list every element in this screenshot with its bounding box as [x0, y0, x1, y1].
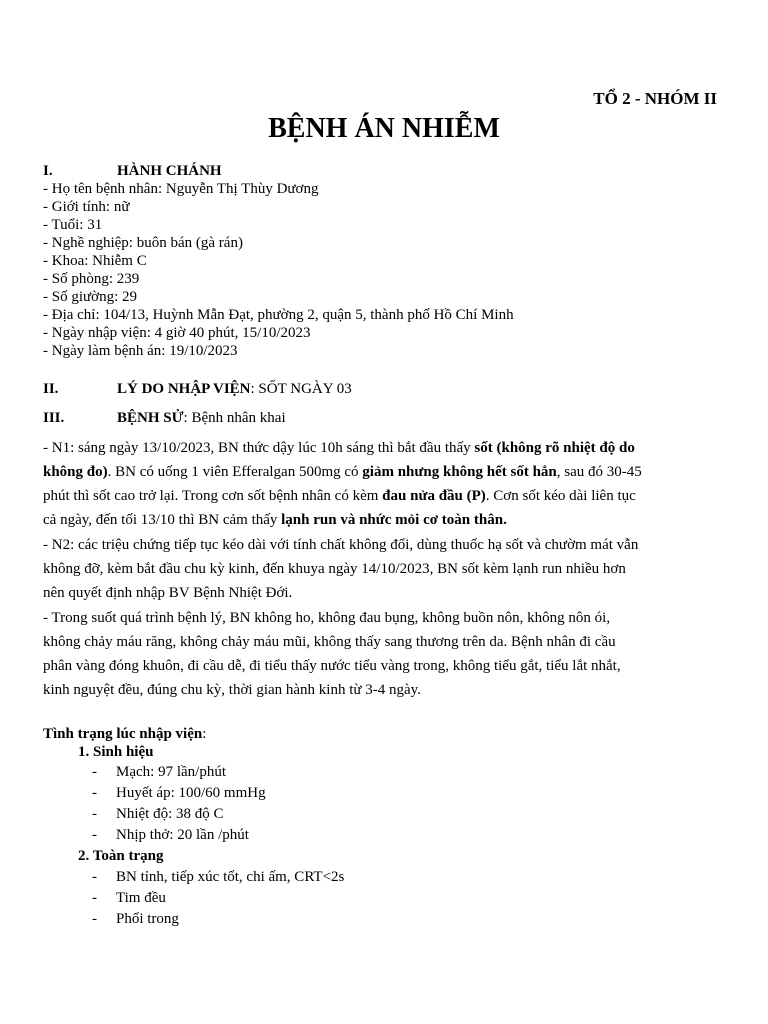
list-item [92, 909, 344, 930]
section-text: : SỐT NGÀY 03 [250, 381, 352, 397]
admin-line: - Số giường: 29 [43, 289, 137, 305]
vital-temperature: Nhiệt độ: 38 độ C [116, 806, 224, 822]
history-negatives-paragraph [43, 606, 723, 702]
vitals-list [92, 762, 266, 846]
admin-line: - Nghề nghiệp: buôn bán (gà rán) [43, 235, 243, 251]
bullet-dash: - [92, 806, 97, 822]
list-item [92, 867, 344, 888]
text-run: cả ngày, đến tối 13/10 thì BN cảm thấy [43, 512, 282, 528]
admin-line: - Địa chỉ: 104/13, Huỳnh Mẫn Đạt, phường 2, quận 5, thành phố Hồ Chí Minh [43, 307, 514, 323]
paragraph-line: phân vàng đóng khuôn, đi cầu dễ, đi tiểu thấy nước tiểu vàng trong, không tiểu gắt, tiểu lắt nhắt, [43, 658, 621, 674]
paragraph-line [43, 436, 723, 460]
paragraph-line [43, 484, 723, 508]
admission-colon: : [202, 726, 207, 742]
paragraph-line: - Trong suốt quá trình bệnh lý, BN không ho, không đau bụng, không buồn nôn, không nôn ói, [43, 610, 611, 626]
history-n1-paragraph [43, 436, 723, 532]
general-status-item: Phổi trong [116, 911, 179, 927]
section-3-heading [43, 409, 286, 427]
general-status-list [92, 867, 344, 930]
list-item [92, 783, 266, 804]
bold-text-run: giảm nhưng không hết sốt hẳn [362, 464, 557, 480]
history-n2-paragraph [43, 533, 723, 605]
list-item [92, 762, 266, 783]
paragraph-line [43, 508, 723, 532]
vital-respiratory-rate: Nhịp thở: 20 lần /phút [116, 827, 249, 843]
section-1-heading [43, 162, 222, 180]
list-item [92, 804, 266, 825]
bullet-dash: - [92, 869, 97, 885]
admin-line: - Số phòng: 239 [43, 271, 140, 287]
bullet-dash: - [92, 890, 97, 906]
section-number: I. [43, 163, 53, 179]
admin-line: - Ngày nhập viện: 4 giờ 40 phút, 15/10/2023 [43, 325, 311, 341]
admin-line: - Họ tên bệnh nhân: Nguyễn Thị Thùy Dương [43, 181, 319, 197]
paragraph-line: kinh nguyệt đều, đúng chu kỳ, thời gian hành kinh từ 3-4 ngày. [43, 682, 421, 698]
section-title: HÀNH CHÁNH [117, 163, 222, 179]
vital-pulse: Mạch: 97 lần/phút [116, 764, 226, 780]
admission-title: Tình trạng lúc nhập viện [43, 726, 203, 742]
paragraph-line: nên quyết định nhập BV Bệnh Nhiệt Đới. [43, 585, 293, 601]
general-status-item: Tim đều [116, 890, 166, 906]
general-status-heading: 2. Toàn trạng [78, 848, 164, 864]
bold-text-run: lạnh run và nhức mỏi cơ toàn thân. [281, 512, 507, 528]
general-status-item: BN tỉnh, tiếp xúc tốt, chi ấm, CRT<2s [116, 869, 345, 885]
text-run: . BN có uống 1 viên Efferalgan 500mg có [107, 464, 363, 480]
text-run: . Cơn sốt kéo dài liên tục [485, 488, 636, 504]
section-title: BỆNH SỬ [117, 410, 184, 426]
admin-info-list [43, 180, 514, 360]
section-2-heading [43, 380, 352, 398]
vitals-heading: 1. Sinh hiệu [78, 744, 154, 760]
section-text: : Bệnh nhân khai [183, 410, 286, 426]
paragraph-line: không chảy máu răng, không chảy máu mũi, không thấy sang thương trên da. Bệnh nhân đi cầu [43, 634, 616, 650]
admin-line: - Ngày làm bệnh án: 19/10/2023 [43, 343, 238, 359]
paragraph-line: - N2: các triệu chứng tiếp tục kéo dài với tính chất không đổi, dùng thuốc hạ sốt và chườm mát vẫn [43, 537, 639, 553]
bold-text-run: đau nửa đầu (P) [382, 488, 486, 504]
section-number: II. [43, 381, 59, 397]
bullet-dash: - [92, 785, 97, 801]
bullet-dash: - [92, 827, 97, 843]
admission-heading [43, 725, 206, 743]
paragraph-line [43, 460, 723, 484]
bullet-dash: - [92, 911, 97, 927]
admin-line: - Giới tính: nữ [43, 199, 130, 215]
document-title: BỆNH ÁN NHIỄM [268, 113, 500, 144]
list-item [92, 888, 344, 909]
text-run: , sau đó 30-45 [556, 464, 642, 480]
admin-line: - Khoa: Nhiễm C [43, 253, 147, 269]
bold-text-run: không đo) [43, 464, 108, 480]
admin-line: - Tuổi: 31 [43, 217, 103, 233]
bold-text-run: sốt (không rõ nhiệt độ do [474, 440, 635, 456]
paragraph-line: không đỡ, kèm bắt đầu chu kỳ kinh, đến khuya ngày 14/10/2023, BN sốt kèm lạnh run nhiều hơn [43, 561, 626, 577]
vital-blood-pressure: Huyết áp: 100/60 mmHg [116, 785, 266, 801]
text-run: - N1: sáng ngày 13/10/2023, BN thức dậy lúc 10h sáng thì bắt đầu thấy [43, 440, 475, 456]
section-number: III. [43, 410, 65, 426]
bullet-dash: - [92, 764, 97, 780]
list-item [92, 825, 266, 846]
group-label: TỔ 2 - NHÓM II [593, 89, 717, 108]
text-run: phút thì sốt cao trở lại. Trong cơn sốt bệnh nhân có kèm [43, 488, 383, 504]
section-title: LÝ DO NHẬP VIỆN [117, 381, 251, 397]
